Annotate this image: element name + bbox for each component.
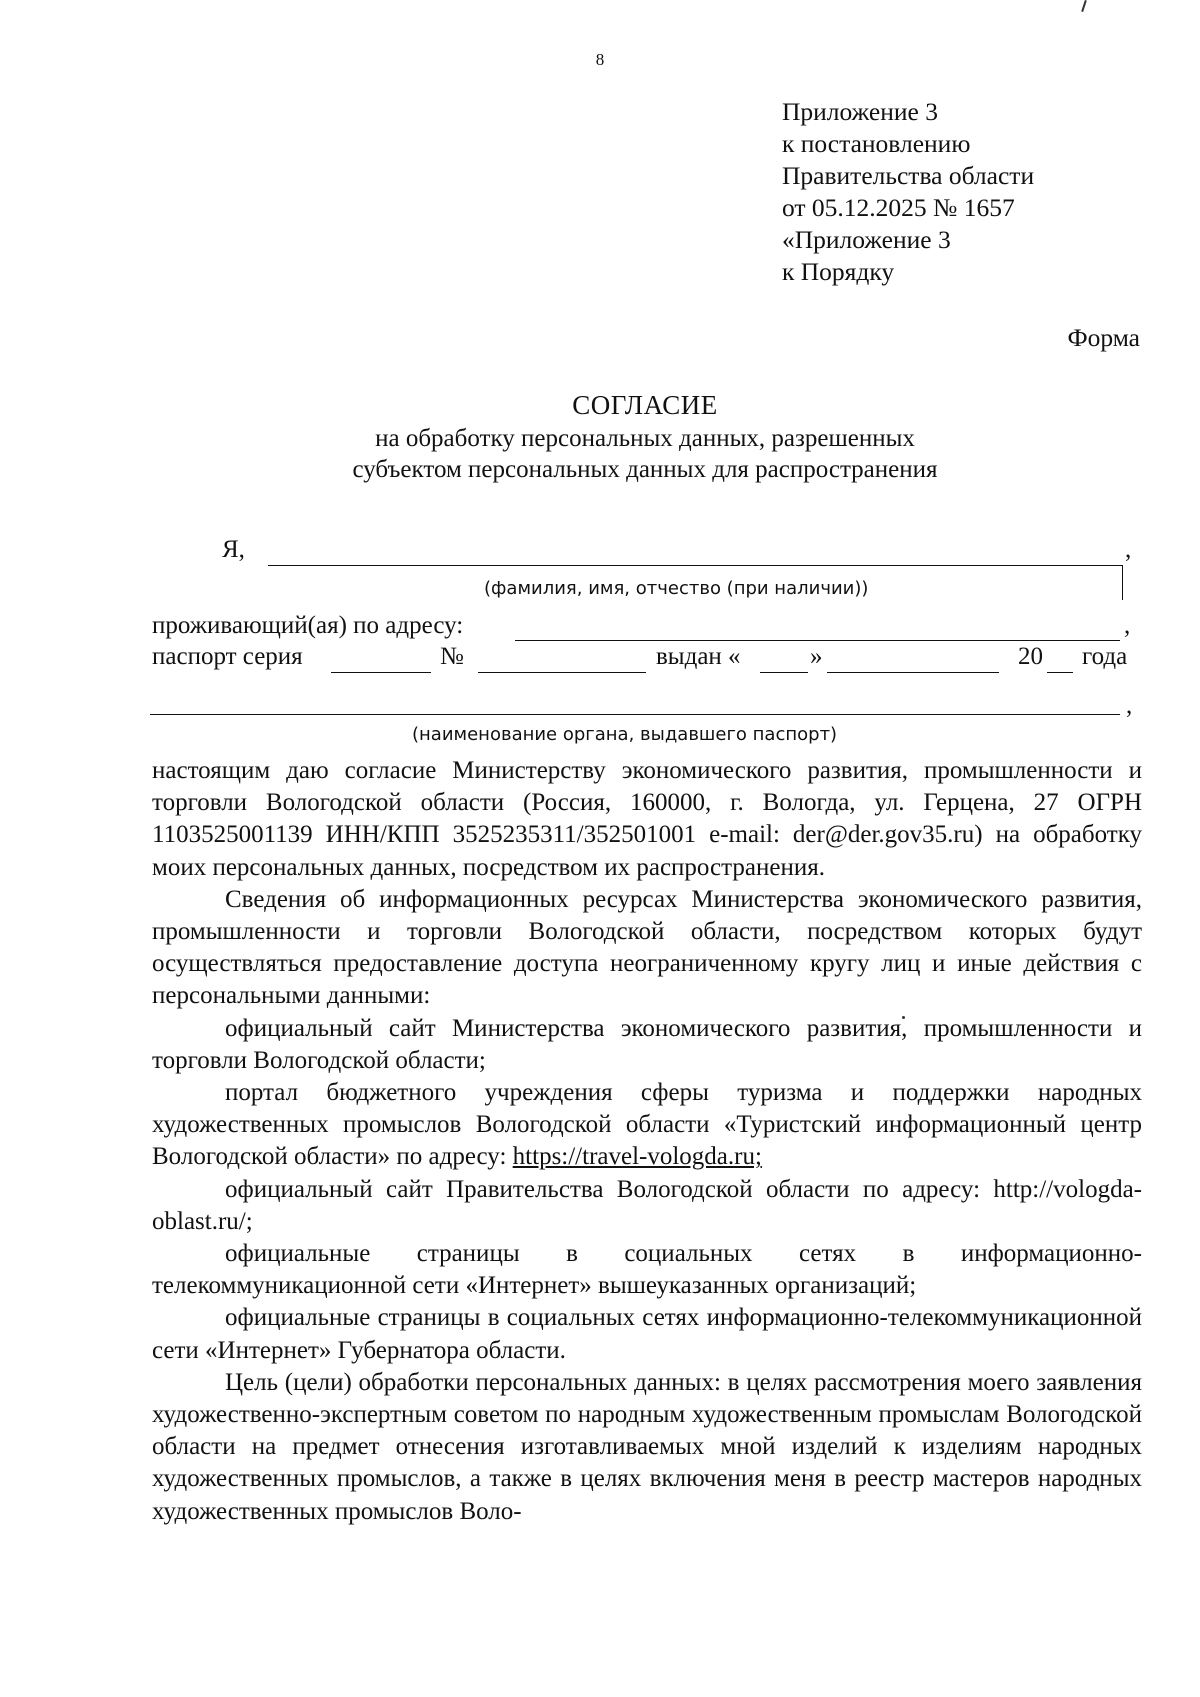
- appendix-line: «Приложение 3: [782, 225, 951, 254]
- paragraph: настоящим даю согласие Министерству экономического развития, промышленности и торговли Вологодской области (Россия, 160000, г. Вологда, ул. Герцена, 27 ОГРН 1103525001139 ИНН/КПП 3525235311/352501001 e-mail: der@der.gov35.ru) на обработку моих персональных данных, посредством их распространения.: [152, 757, 1142, 881]
- scan-mark: [1081, 0, 1087, 12]
- fio-field[interactable]: [268, 565, 1123, 566]
- issuer-field[interactable]: [150, 714, 1120, 715]
- comma: ,: [1124, 612, 1131, 639]
- title-main: СОГЛАСИЕ: [572, 390, 718, 420]
- paragraph: Сведения об информационных ресурсах Министерства экономического развития, промышленности и торговли Вологодской области, посредством которых будут осуществляться предоставление доступа неограниченному кругу лиц и иные действия с персональными данными:: [152, 885, 1142, 1010]
- comma: ,: [1125, 536, 1132, 563]
- issue-month-field[interactable]: [827, 672, 999, 673]
- issued-label: выдан «: [656, 643, 741, 670]
- field-bracket: [1122, 566, 1123, 600]
- paragraph: официальные страницы в социальных сетях информационно-телекоммуникационной сети «Интернет» Губернатора области.: [152, 1304, 1142, 1364]
- page-number: 8: [595, 50, 605, 69]
- appendix-line: к Порядку: [782, 257, 895, 286]
- issue-day-field[interactable]: [760, 672, 808, 673]
- paragraph: [152, 1077, 1142, 1174]
- year-prefix: 20: [1018, 643, 1043, 670]
- quote-close: »: [810, 643, 823, 670]
- comma: ,: [1126, 692, 1133, 719]
- fio-caption: (фамилия, имя, отчество (при наличии)): [484, 578, 869, 599]
- appendix-reference: [782, 96, 1034, 288]
- paragraph: Цель (цели) обработки персональных данных: в целях рассмотрения моего заявления художественно-экспертным советом по народным художественным промыслам Вологодской области на предмет отнесения изготавливаемых мной изделий к изделиям народных художественных промыслов, а также в целях включения меня в реестр мастеров народных художественных промыслов Воло-: [152, 1368, 1142, 1525]
- issue-year-field[interactable]: [1047, 672, 1073, 673]
- passport-number-label: №: [440, 643, 464, 670]
- paragraph: официальный сайт Министерства экономического развития, промышленности и торговли Вологодской области;: [152, 1014, 1142, 1074]
- passport-series-field[interactable]: [331, 672, 431, 673]
- travel-vologda-link[interactable]: https://travel-vologda.ru;: [512, 1143, 762, 1171]
- title-subtitle-line: субъектом персональных данных для распространения: [352, 456, 938, 483]
- issuer-caption: (наименование органа, выдавшего паспорт): [412, 724, 838, 745]
- appendix-line: к постановлению: [782, 129, 971, 158]
- address-field[interactable]: [515, 640, 1120, 641]
- paragraph-text: портал бюджетного учреждения сферы туризма и поддержки народных художественных промыслов Вологодской области «Туристский информационный центр Вологодской области» по адресу:: [152, 1079, 1142, 1171]
- appendix-line: Приложение 3: [782, 97, 938, 126]
- appendix-line: от 05.12.2025 № 1657: [782, 193, 1015, 222]
- paragraph: официальные страницы в социальных сетях в информационно-телекоммуникационной сети «Интернет» вышеуказанных организаций;: [152, 1240, 1142, 1300]
- form-label: Форма: [1067, 323, 1140, 352]
- i-label: Я,: [222, 536, 245, 563]
- passport-number-field[interactable]: [478, 672, 646, 673]
- address-label: проживающий(ая) по адресу:: [152, 612, 464, 639]
- document-title: [0, 390, 1200, 485]
- year-suffix: года: [1082, 643, 1128, 670]
- title-subtitle-line: на обработку персональных данных, разрешенных: [375, 425, 915, 452]
- passport-series-label: паспорт серия: [152, 643, 303, 670]
- appendix-line: Правительства области: [782, 161, 1035, 190]
- paragraph: официальный сайт Правительства Вологодской области по адресу: http://vologda-oblast.ru/;: [152, 1175, 1142, 1235]
- consent-body: [152, 755, 1142, 1528]
